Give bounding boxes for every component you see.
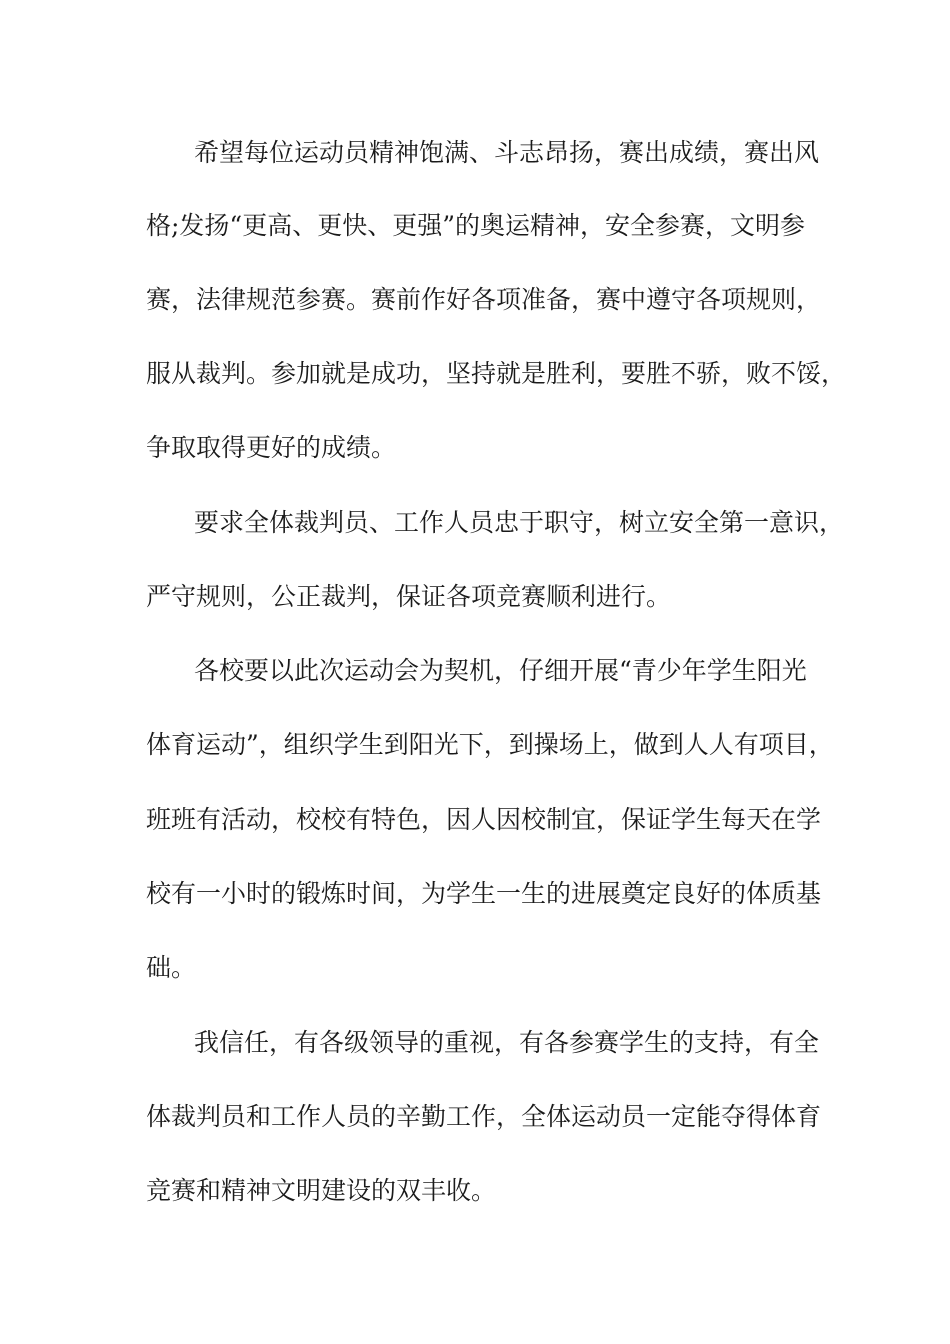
paragraph-4-line-3: 竞赛和精神文明建设的双丰收。 (146, 1176, 497, 1205)
paragraph-3-line-1: 各校要以此次运动会为契机，仔细开展“青少年学生阳光 (194, 656, 807, 685)
paragraph-1-line-2: 格;发扬“更高、更快、更强”的奥运精神，安全参赛，文明参 (146, 211, 805, 240)
paragraph-3-line-5: 础。 (146, 953, 197, 982)
paragraph-1-line-3: 赛，法律规范参赛。赛前作好各项准备，赛中遵守各项规则， (146, 285, 822, 314)
paragraph-1-line-5: 争取取得更好的成绩。 (146, 433, 397, 462)
paragraph-1-line-4: 服从裁判。参加就是成功，坚持就是胜利，要胜不骄，败不馁， (146, 359, 847, 388)
paragraph-3-line-3: 班班有活动，校校有特色，因人因校制宜，保证学生每天在学 (146, 805, 822, 834)
paragraph-2-line-1: 要求全体裁判员、工作人员忠于职守，树立安全第一意识， (194, 508, 845, 537)
paragraph-3-line-2: 体育运动”，组织学生到阳光下，到操场上，做到人人有项目， (146, 730, 834, 759)
paragraph-1-line-1: 希望每位运动员精神饱满、斗志昂扬，赛出成绩，赛出风 (194, 138, 820, 167)
paragraph-3-line-4: 校有一小时的锻炼时间，为学生一生的进展奠定良好的体质基 (146, 879, 822, 908)
paragraph-2-line-2: 严守规则，公正裁判，保证各项竞赛顺利进行。 (146, 582, 672, 611)
paragraph-4-line-2: 体裁判员和工作人员的辛勤工作，全体运动员一定能夺得体育 (146, 1102, 822, 1131)
paragraph-4-line-1: 我信任，有各级领导的重视，有各参赛学生的支持，有全 (194, 1028, 820, 1057)
